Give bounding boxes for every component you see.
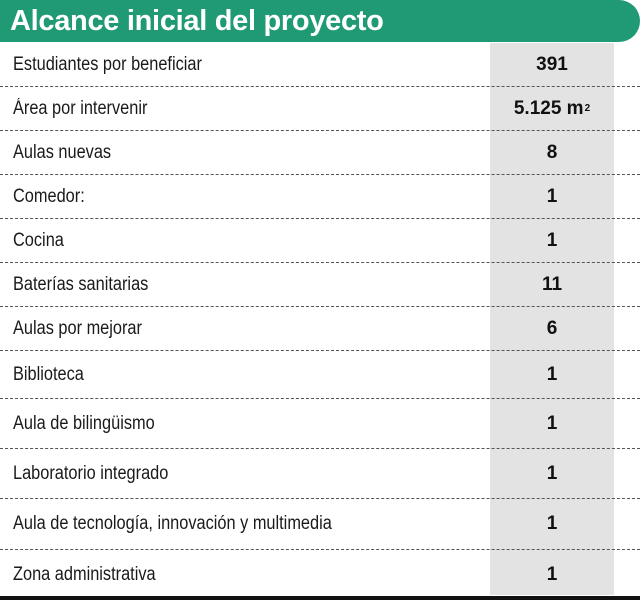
row-label: Aula de bilingüismo — [13, 412, 155, 434]
row-label: Aula de tecnología, innovación y multimedia — [13, 513, 332, 534]
table-row — [0, 131, 640, 175]
bottom-rule — [0, 596, 640, 600]
row-label: Aulas por mejorar — [13, 317, 142, 339]
table-title-bar — [0, 0, 640, 42]
row-label: Área por intervenir — [13, 97, 148, 119]
row-value: 1 — [546, 462, 558, 484]
row-label: Cocina — [13, 229, 64, 251]
row-value — [490, 87, 614, 130]
row-value: 6 — [546, 317, 558, 339]
table-row — [0, 219, 640, 263]
row-value: 11 — [541, 273, 563, 295]
row-label: Laboratorio integrado — [13, 462, 169, 484]
row-label: Baterías sanitarias — [13, 273, 149, 295]
row-value: 1 — [546, 363, 558, 385]
table-row — [0, 43, 640, 87]
table-row — [0, 399, 640, 449]
table-row — [0, 87, 640, 131]
table-title: Alcance inicial del proyecto — [10, 5, 384, 37]
table-row — [0, 351, 640, 399]
data-table — [0, 43, 640, 600]
row-value: 1 — [546, 412, 558, 434]
area-value: 5.125 m — [513, 97, 584, 119]
row-value: 1 — [546, 513, 558, 534]
row-label: Biblioteca — [13, 363, 84, 385]
row-value: 1 — [546, 229, 558, 251]
row-label: Comedor: — [13, 185, 85, 207]
table-row — [0, 550, 640, 600]
row-label: Zona administrativa — [13, 564, 156, 585]
table-row — [0, 499, 640, 550]
table-row — [0, 263, 640, 307]
row-value: 1 — [546, 185, 558, 207]
table-row — [0, 449, 640, 499]
row-value: 391 — [536, 53, 568, 75]
table-row — [0, 175, 640, 219]
table-row — [0, 307, 640, 351]
row-label: Estudiantes por beneficiar — [13, 53, 202, 75]
row-value: 1 — [546, 564, 558, 585]
area-unit-superscript: 2 — [584, 103, 591, 114]
row-value: 8 — [546, 141, 558, 163]
row-label: Aulas nuevas — [13, 141, 112, 163]
